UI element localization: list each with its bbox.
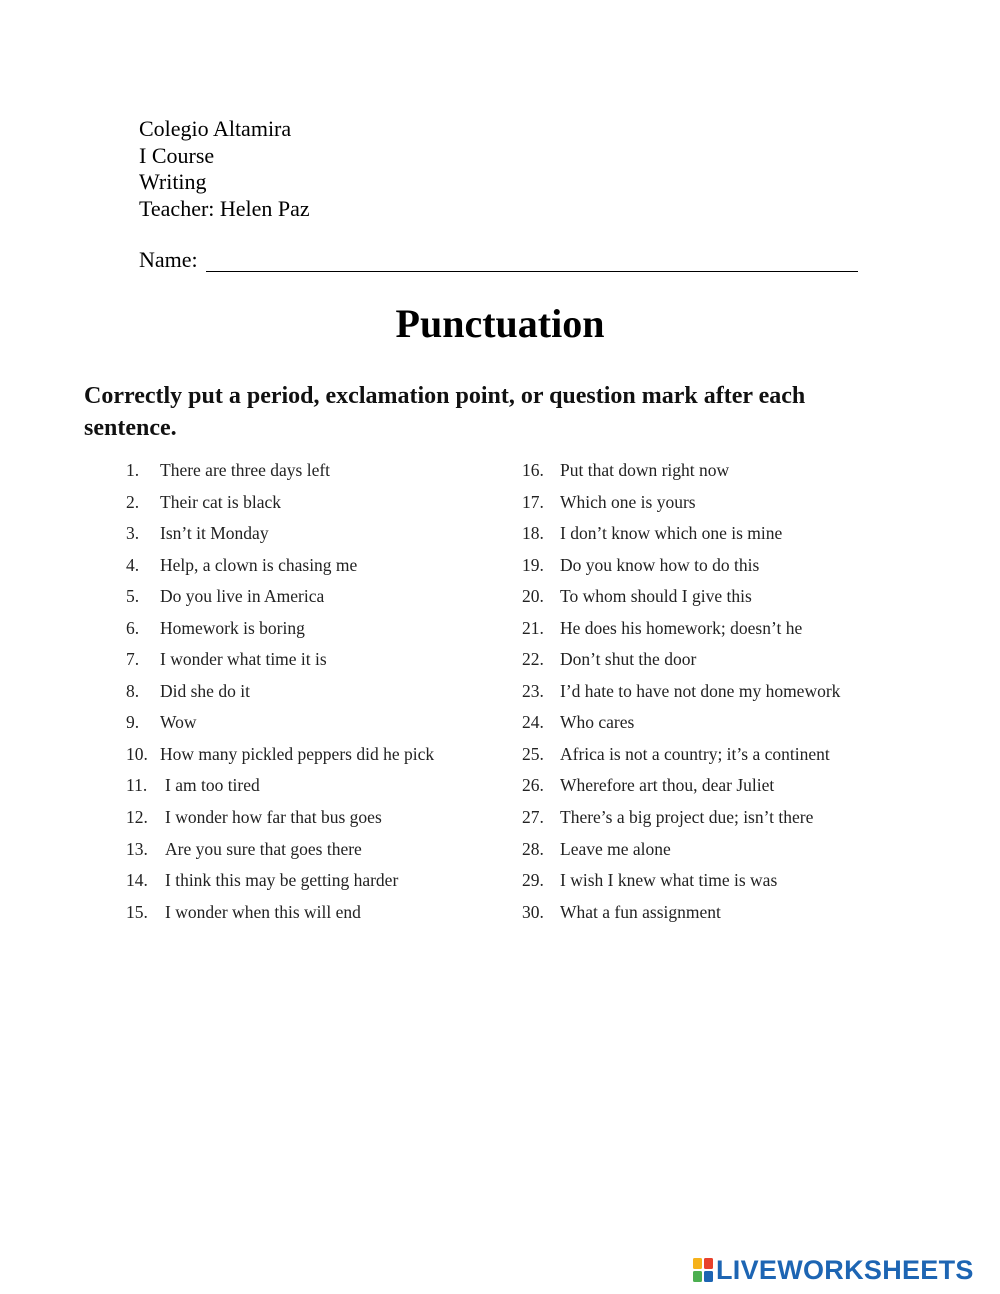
item-number: 3. xyxy=(126,523,140,544)
item-number: 28. xyxy=(522,838,544,859)
item-number: 23. xyxy=(522,680,544,701)
item-number: 19. xyxy=(522,554,544,575)
item-text: Wow xyxy=(160,712,197,733)
item-number: 14. xyxy=(126,870,148,891)
liveworksheets-logo-icon xyxy=(693,1258,713,1282)
logo-text: LIVEWORKSHEETS xyxy=(716,1255,974,1285)
liveworksheets-logo[interactable] xyxy=(693,1253,974,1287)
logo-square-green xyxy=(693,1271,702,1282)
item-number: 11. xyxy=(126,775,148,796)
item-text: Put that down right now xyxy=(560,460,730,480)
item-text: Did she do it xyxy=(160,680,250,701)
item-text: There are three days left xyxy=(160,460,331,480)
item-text: Leave me alone xyxy=(560,838,671,859)
item-number: 25. xyxy=(522,743,544,764)
item-text: Are you sure that goes there xyxy=(165,838,362,859)
logo-square-yellow xyxy=(693,1258,702,1269)
teacher-name: Teacher: Helen Paz xyxy=(139,195,310,221)
item-text: I’d hate to have not done my homework xyxy=(560,680,841,701)
item-text: Isn’t it Monday xyxy=(160,523,269,544)
item-text: I wonder how far that bus goes xyxy=(165,807,382,828)
item-number: 21. xyxy=(522,617,544,638)
item-text: What a fun assignment xyxy=(560,901,721,922)
item-number: 26. xyxy=(522,775,544,796)
logo-square-red xyxy=(704,1258,713,1269)
item-text: I don’t know which one is mine xyxy=(560,523,783,544)
instructions: Correctly put a period, exclamation point, or question mark after each sentence. xyxy=(84,383,806,441)
school-name: Colegio Altamira xyxy=(139,116,292,141)
item-text: I wish I knew what time is was xyxy=(560,870,778,891)
item-number: 29. xyxy=(522,870,544,891)
name-field-line[interactable] xyxy=(206,271,858,272)
item-number: 10. xyxy=(126,743,148,764)
item-text: Africa is not a country; it’s a continent xyxy=(560,743,830,764)
item-number: 30. xyxy=(522,901,544,922)
item-text: Who cares xyxy=(560,712,635,733)
item-text: To whom should I give this xyxy=(560,586,752,607)
item-text: Help, a clown is chasing me xyxy=(160,554,358,575)
item-text: I wonder when this will end xyxy=(165,901,361,922)
item-text: How many pickled peppers did he pick xyxy=(160,743,435,764)
item-text: Don’t shut the door xyxy=(560,649,697,670)
item-number: 4. xyxy=(126,554,140,575)
item-text: He does his homework; doesn’t he xyxy=(560,617,803,638)
item-number: 5. xyxy=(126,586,140,607)
item-number: 2. xyxy=(126,491,140,512)
item-number: 22. xyxy=(522,649,544,670)
name-label: Name: xyxy=(139,247,198,272)
item-number: 8. xyxy=(126,680,140,701)
item-text: Which one is yours xyxy=(560,491,696,512)
item-text: I am too tired xyxy=(165,775,260,796)
item-number: 1. xyxy=(126,460,140,480)
item-number: 12. xyxy=(126,807,148,828)
item-text: Do you live in America xyxy=(160,586,325,607)
item-number: 27. xyxy=(522,807,544,828)
subject-name: Writing xyxy=(139,169,207,195)
logo-square-blue xyxy=(704,1271,713,1282)
item-text: Homework is boring xyxy=(160,617,305,638)
page-title: Punctuation xyxy=(395,301,605,346)
item-number: 7. xyxy=(126,649,140,670)
item-text: Do you know how to do this xyxy=(560,554,760,575)
item-number: 16. xyxy=(522,460,544,480)
course-name: I Course xyxy=(139,142,215,168)
item-text: I wonder what time it is xyxy=(160,649,327,670)
item-number: 9. xyxy=(126,712,140,733)
item-text: Their cat is black xyxy=(160,491,281,512)
item-number: 17. xyxy=(522,491,544,512)
item-number: 15. xyxy=(126,901,148,922)
item-number: 18. xyxy=(522,523,544,544)
item-number: 24. xyxy=(522,712,544,733)
item-text: There’s a big project due; isn’t there xyxy=(560,807,814,828)
item-number: 13. xyxy=(126,838,148,859)
item-text: Wherefore art thou, dear Juliet xyxy=(560,775,775,796)
header-info xyxy=(139,116,310,222)
item-text: I think this may be getting harder xyxy=(165,870,399,891)
item-number: 6. xyxy=(126,617,140,638)
item-number: 20. xyxy=(522,586,544,607)
